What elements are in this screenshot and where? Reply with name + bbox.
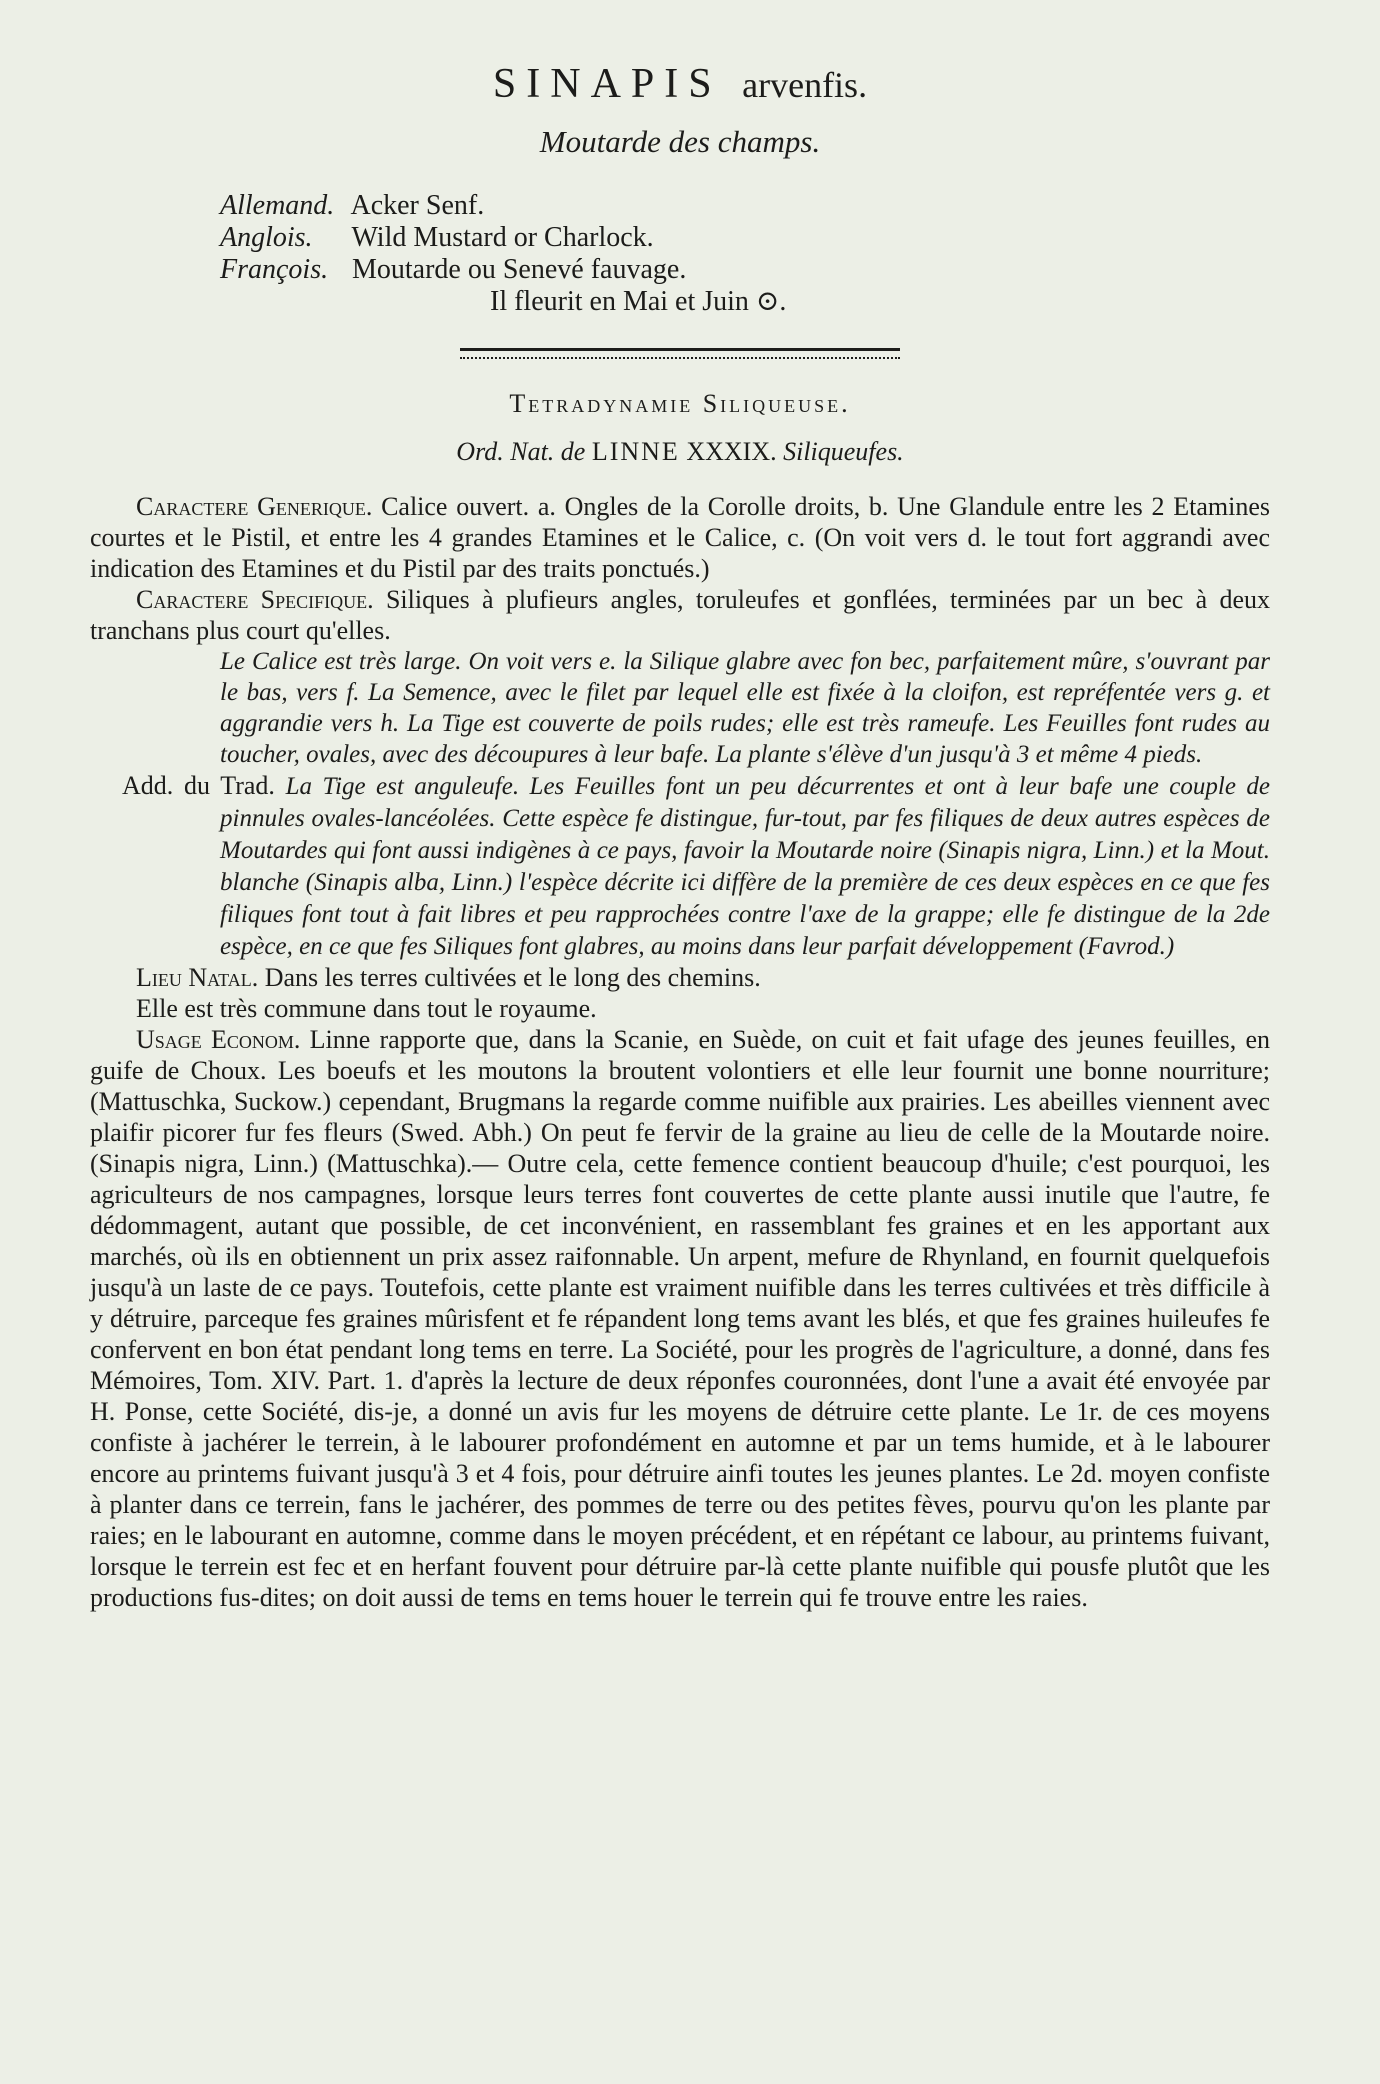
translator-addition xyxy=(90,770,1270,962)
common-name: Moutarde des champs. xyxy=(539,124,821,159)
linnaean-class: Tetradynamie Siliqueuse. xyxy=(509,389,851,418)
specific-character-detail: Le Calice est très large. On voit vers e. la Silique glabre avec fon bec, parfaitement mûre, s'ouvrant par le bas, vers f. La Semence, avec le filet par lequel elle est fixée à la cloifon, est repréfentée vers g. et aggrandie vers h. La Tige est couverte de poils rudes; elle est très rameufe. Les Feuilles font rudes au toucher, ovales, avec des découpures à leur bafe. La plante s'élève d'un jusqu'à 3 et même 4 pieds. xyxy=(220,648,1270,768)
section-label: Usage Econom. xyxy=(136,1025,301,1054)
vernacular-name: Wild Mustard or Charlock. xyxy=(351,222,654,253)
page-title xyxy=(90,60,1270,108)
section-label: Lieu Natal. xyxy=(136,963,259,992)
language-label: François. xyxy=(220,254,329,285)
order-name: Siliqueufes. xyxy=(783,437,904,466)
order-author: LINNE xyxy=(591,437,680,466)
vernacular-name: Moutarde ou Senevé fauvage. xyxy=(352,254,687,285)
native-place-note: Elle est très commune dans tout le royaume. xyxy=(136,994,597,1023)
vernacular-names xyxy=(220,190,1270,318)
section-text: Siliques à plufieurs angles, toruleufes et gonflées, terminées par un bec à deux tranchans plus court qu'elles. xyxy=(90,585,1271,645)
order-number: XXXIX. xyxy=(686,437,777,466)
section-label: Add. du Trad. xyxy=(122,771,275,800)
vernacular-row xyxy=(220,222,1270,254)
section-label: Caractere Specifique. xyxy=(136,585,374,614)
vernacular-row xyxy=(220,190,1270,222)
section-text: Linne rapporte que, dans la Scanie, en Suède, on cuit et fait ufage des jeunes feuilles, en guife de Choux. Les boeufs et les moutons la broutent volontiers et elle leur fournit une bonne nourriture; (Mattuschka, Suckow.) cependant, Brugmans la regarde comme nuifible aux prairies. Les abeilles viennent avec plaifir picorer fur fes fleurs (Swed. Abh.) On peut fe fervir de la graine au lieu de celle de la Moutarde noire. (Sinapis nigra, Linn.) (Mattuschka).— Outre cela, cette femence contient beaucoup d'huile; c'est pourquoi, les agriculteurs de nos campagnes, lorsque leurs terres font couvertes de cette plante aussi inutile que l'autre, fe dédommagent, autant que possible, de cet inconvénient, en rassemblant fes graines et en les apportant aux marchés, où ils en obtiennent un prix assez raifonnable. Un arpent, mefure de Rhynland, en fournit quelquefois jusqu'à un laste de ce pays. Toutefois, cette plante est vraiment nuifible dans les terres cultivées et très difficile à y détruire, parceque fes graines mûrisfent et fe répandent long tems avant les blés, et que fes graines huileufes fe confervent en bon état pendant long tems en terre. La Société, pour les progrès de l'agriculture, a donné, dans fes Mémoires, Tom. XIV. Part. 1. d'après la lecture de deux réponfes couronnées, dont l'une a avait été envoyée par H. Ponse, cette Société, dis-je, a donné un avis fur les moyens de détruire cette plante. Le 1r. de ces moyens confiste à jachérer le terrein, à le labourer profondément en automne et par un tems humide, et à le labourer encore au printems fuivant jusqu'à 3 et 4 fois, pour détruire ainfi toutes les jeunes plantes. Le 2d. moyen confiste à planter dans ce terrein, fans le jachérer, des pommes de terre ou des petites fèves, pourvu qu'on les plante par raies; en le labourant en automne, comme dans le moyen précédent, et en répétant ce labour, au printems fuivant, lorsque le terrein est fec et en herfant fouvent pour détruire par-là cette plante nuifible qui pousfe plutôt que les productions fus-dites; on doit aussi de tems en tems houer le terrein qui fe trouve entre les raies. xyxy=(90,1025,1270,1612)
natural-order xyxy=(90,437,1270,467)
language-label: Allemand. xyxy=(220,190,335,221)
species-name: arvenfis. xyxy=(742,65,868,105)
section-text: Dans les terres cultivées et le long des chemins. xyxy=(264,963,761,992)
language-label: Anglois. xyxy=(220,222,313,253)
economic-use xyxy=(90,1024,1270,1613)
vernacular-row xyxy=(220,254,1270,286)
specific-character xyxy=(90,584,1270,646)
genus-name: SINAPIS xyxy=(492,61,722,107)
ornamental-divider xyxy=(460,348,900,359)
order-prefix: Ord. Nat. de xyxy=(456,437,586,466)
vernacular-name: Acker Senf. xyxy=(350,190,485,221)
flowering-note: Il fleurit en Mai et Juin ⊙. xyxy=(490,286,787,317)
section-text: La Tige est anguleufe. Les Feuilles font un peu décurrentes et ont à leur bafe une couple de pinnules ovales-lancéolées. Cette espèce fe distingue, fur-tout, par fes filiques de deux autres espèces de Moutardes qui font aussi indigènes à ce pays, favoir la Moutarde noire (Sinapis nigra, Linn.) et la Mout. blanche (Sinapis alba, Linn.) l'espèce décrite ici diffère de la première de ces deux espèces en ce que fes filiques font tout à fait libres et peu rapprochées contre l'axe de la grappe; elle fe distingue de la 2de espèce, en ce que fes Siliques font glabres, au moins dans leur parfait développement (Favrod.) xyxy=(220,773,1271,960)
generic-character xyxy=(90,491,1270,584)
section-label: Caractere Generique. xyxy=(136,492,373,521)
section-text: Calice ouvert. a. Ongles de la Corolle droits, b. Une Glandule entre les 2 Etamines courtes et le Pistil, et entre les 4 grandes Etamines et le Calice, c. (On voit vers d. le tout fort aggrandi avec indication des Etamines et du Pistil par des traits ponctués.) xyxy=(90,492,1270,583)
native-place xyxy=(90,962,1270,993)
